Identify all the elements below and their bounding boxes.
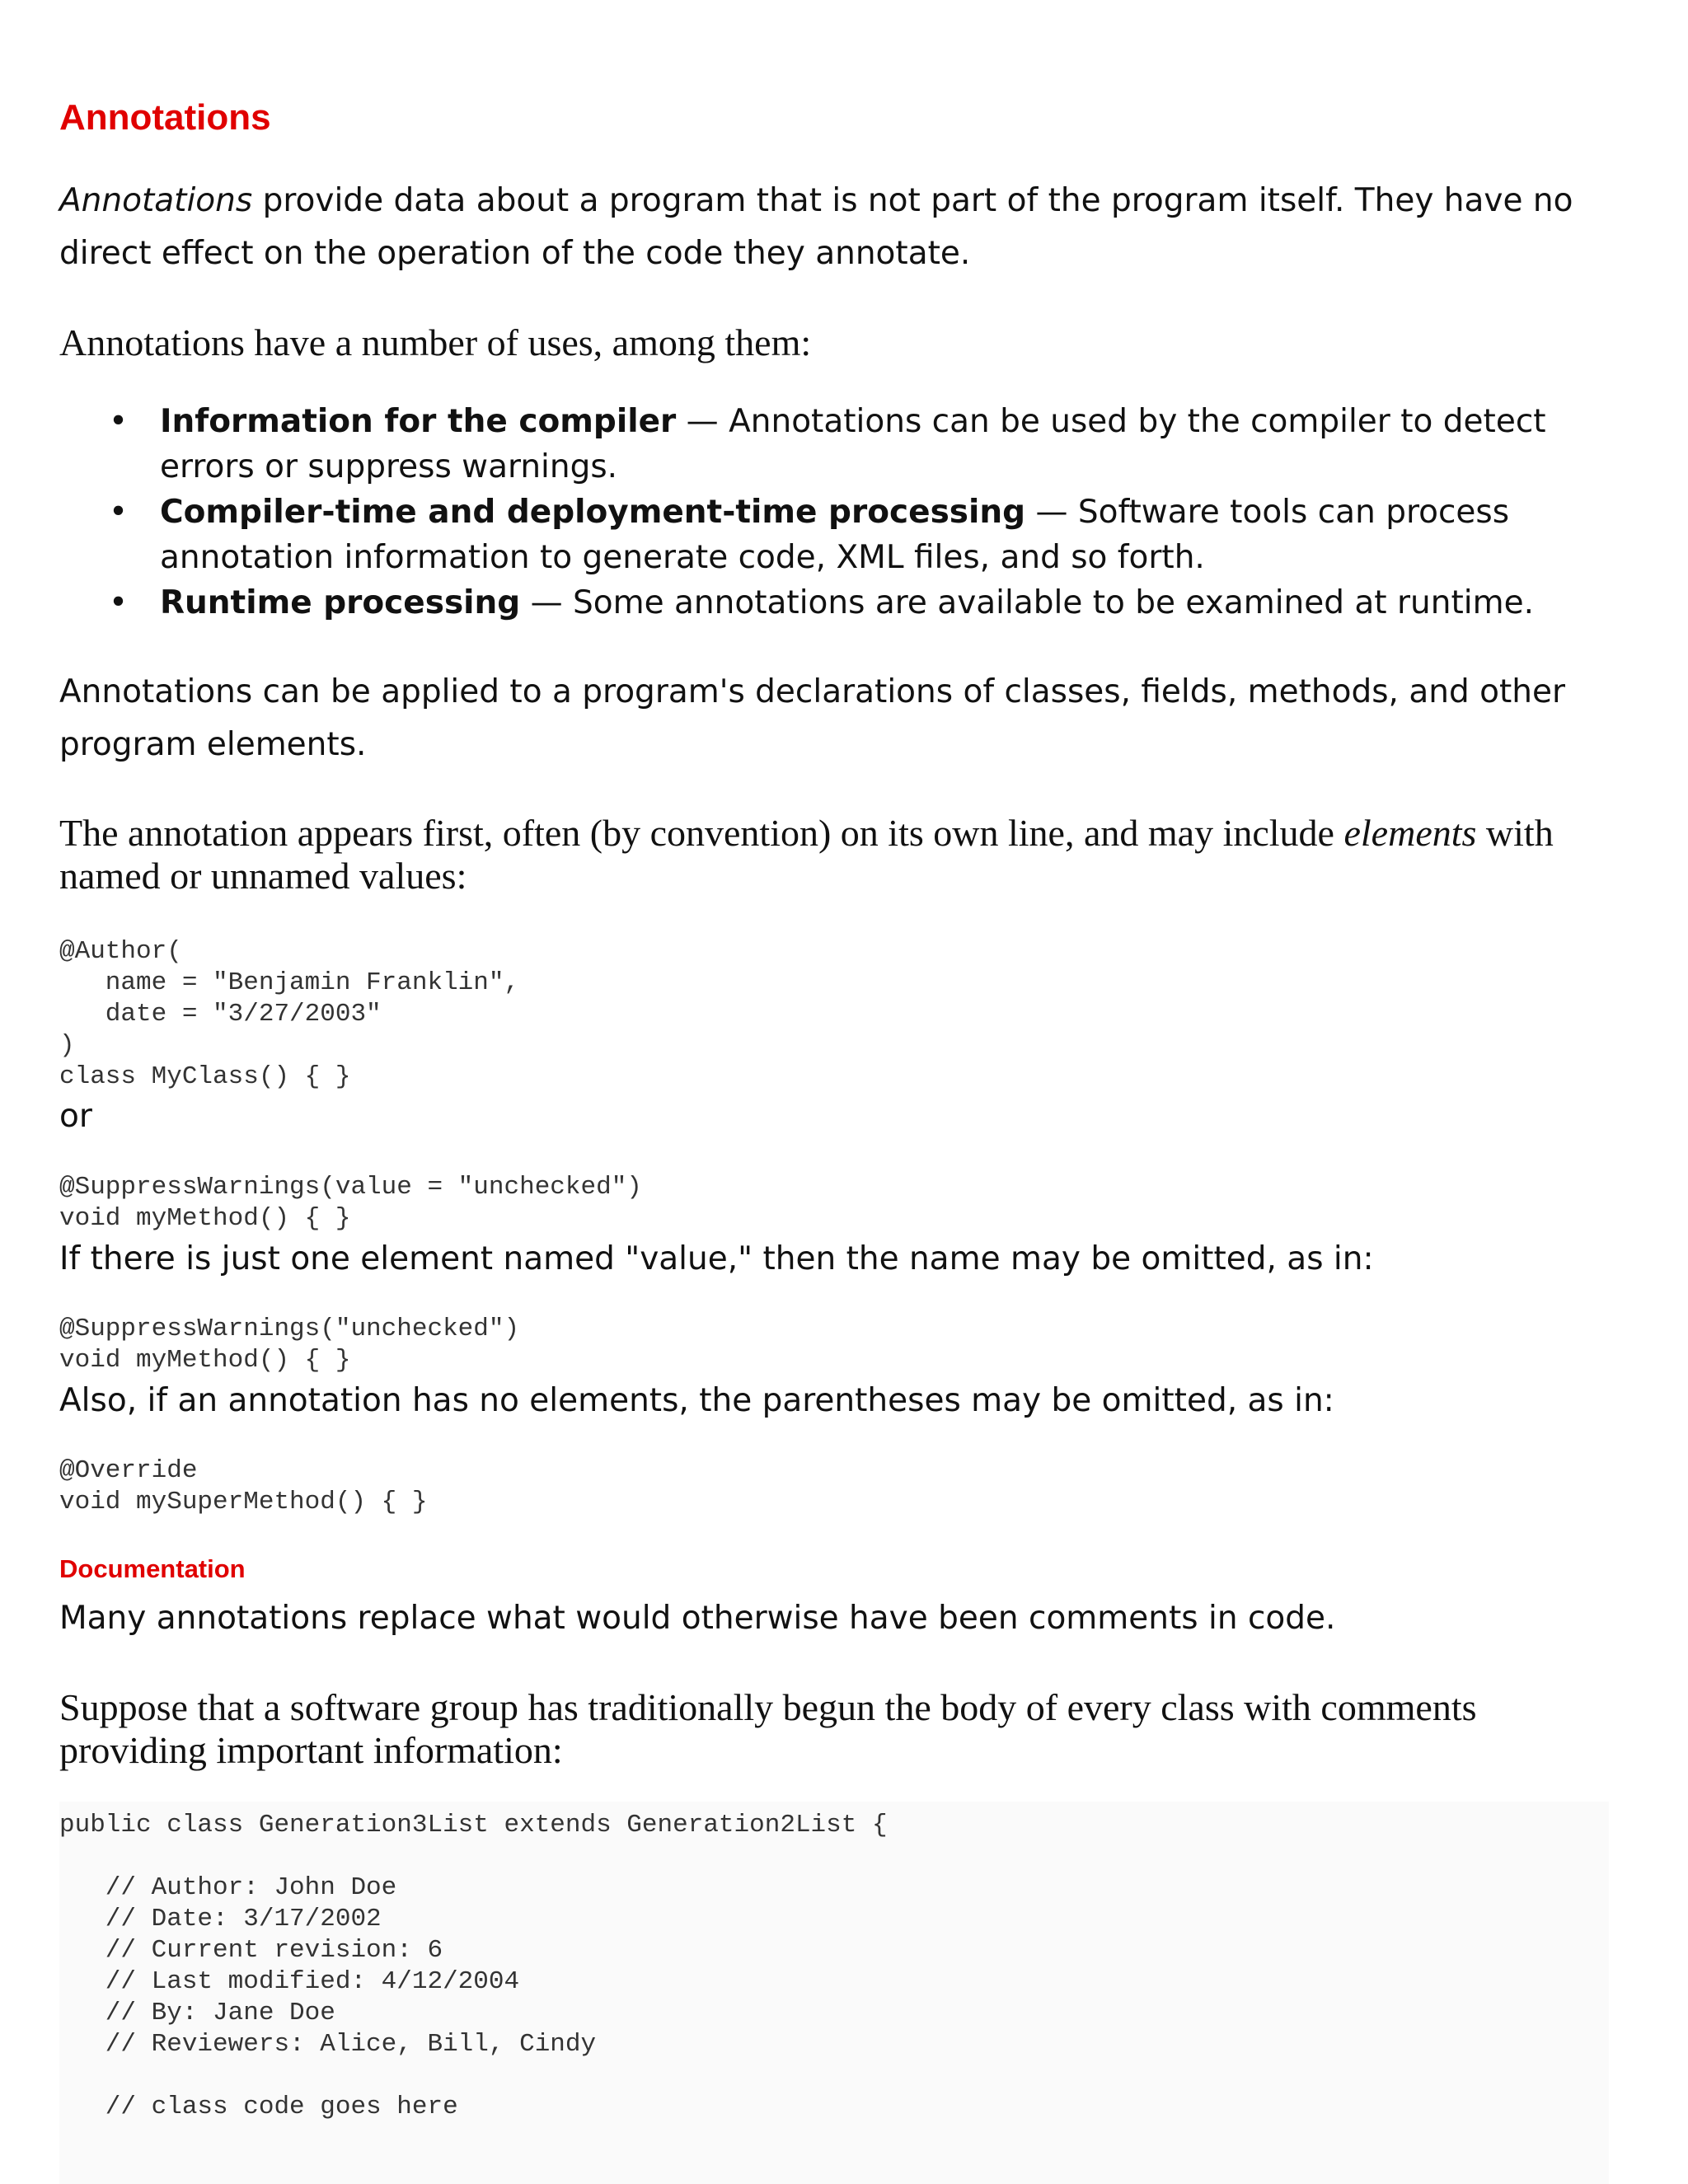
intro-rest: provide data about a program that is not part of the program itself. They have no direct effect on the operation of the code they annotate. bbox=[59, 182, 1573, 272]
use-text: — Annotations can be used by the compiler to detect errors or suppress warnings. bbox=[160, 403, 1546, 485]
use-bold: Compiler-time and deployment-time processing bbox=[160, 494, 1026, 531]
page-title: Annotations bbox=[59, 97, 271, 138]
code-block-author: @Author( name = "Benjamin Franklin", date = "3/27/2003" ) class MyClass() { } bbox=[59, 937, 520, 1091]
use-bold: Information for the compiler bbox=[160, 403, 677, 440]
or-text: or bbox=[59, 1098, 92, 1135]
bullet-icon: • bbox=[109, 403, 129, 440]
list-item bbox=[59, 399, 1625, 490]
intro-em: Annotations bbox=[59, 182, 253, 219]
bullet-icon: • bbox=[109, 494, 129, 531]
suppose-paragraph: Suppose that a software group has traditionally begun the body of every class with comments providing important information: bbox=[59, 1686, 1477, 1771]
doc-paragraph: Many annotations replace what would otherwise have been comments in code. bbox=[59, 1600, 1336, 1637]
code-block-suppress-value: @SuppressWarnings(value = "unchecked") void myMethod() { } bbox=[59, 1173, 642, 1233]
appears-after: with named or unnamed values: bbox=[59, 812, 1554, 897]
bullet-icon: • bbox=[109, 584, 129, 621]
list-item bbox=[59, 580, 1625, 626]
appears-before: The annotation appears first, often (by convention) on its own line, and may include bbox=[59, 812, 1344, 854]
one-element-paragraph: If there is just one element named "value," then the name may be omitted, as in: bbox=[59, 1240, 1374, 1277]
appears-em: elements bbox=[1343, 812, 1477, 854]
use-text: — Some annotations are available to be examined at runtime. bbox=[520, 584, 1534, 621]
uses-list bbox=[59, 399, 1625, 626]
code-block-override: @Override void mySuperMethod() { } bbox=[59, 1456, 428, 1516]
uses-heading: Annotations have a number of uses, among them: bbox=[59, 321, 812, 363]
list-item bbox=[59, 490, 1625, 580]
no-elements-paragraph: Also, if an annotation has no elements, the parentheses may be omitted, as in: bbox=[59, 1382, 1334, 1419]
use-text: — Software tools can process annotation information to generate code, XML files, and so forth. bbox=[160, 494, 1510, 576]
use-bold: Runtime processing bbox=[160, 584, 521, 621]
code-block-generation3list: public class Generation3List extends Generation2List { // Author: John Doe // Date: 3/17/2002 // Current revision: 6 // Last modified: 4/12/2004 // By: Jane Doe // Reviewers: Alice, Bill, Cindy // class code goes here bbox=[59, 1811, 888, 2121]
applied-paragraph: Annotations can be applied to a program's declarations of classes, fields, methods, and other program elements. bbox=[59, 673, 1566, 763]
intro-paragraph bbox=[59, 175, 1617, 280]
documentation-heading: Documentation bbox=[59, 1554, 246, 1583]
code-block-suppress: @SuppressWarnings("unchecked") void myMethod() { } bbox=[59, 1315, 520, 1375]
appears-paragraph bbox=[59, 812, 1609, 898]
